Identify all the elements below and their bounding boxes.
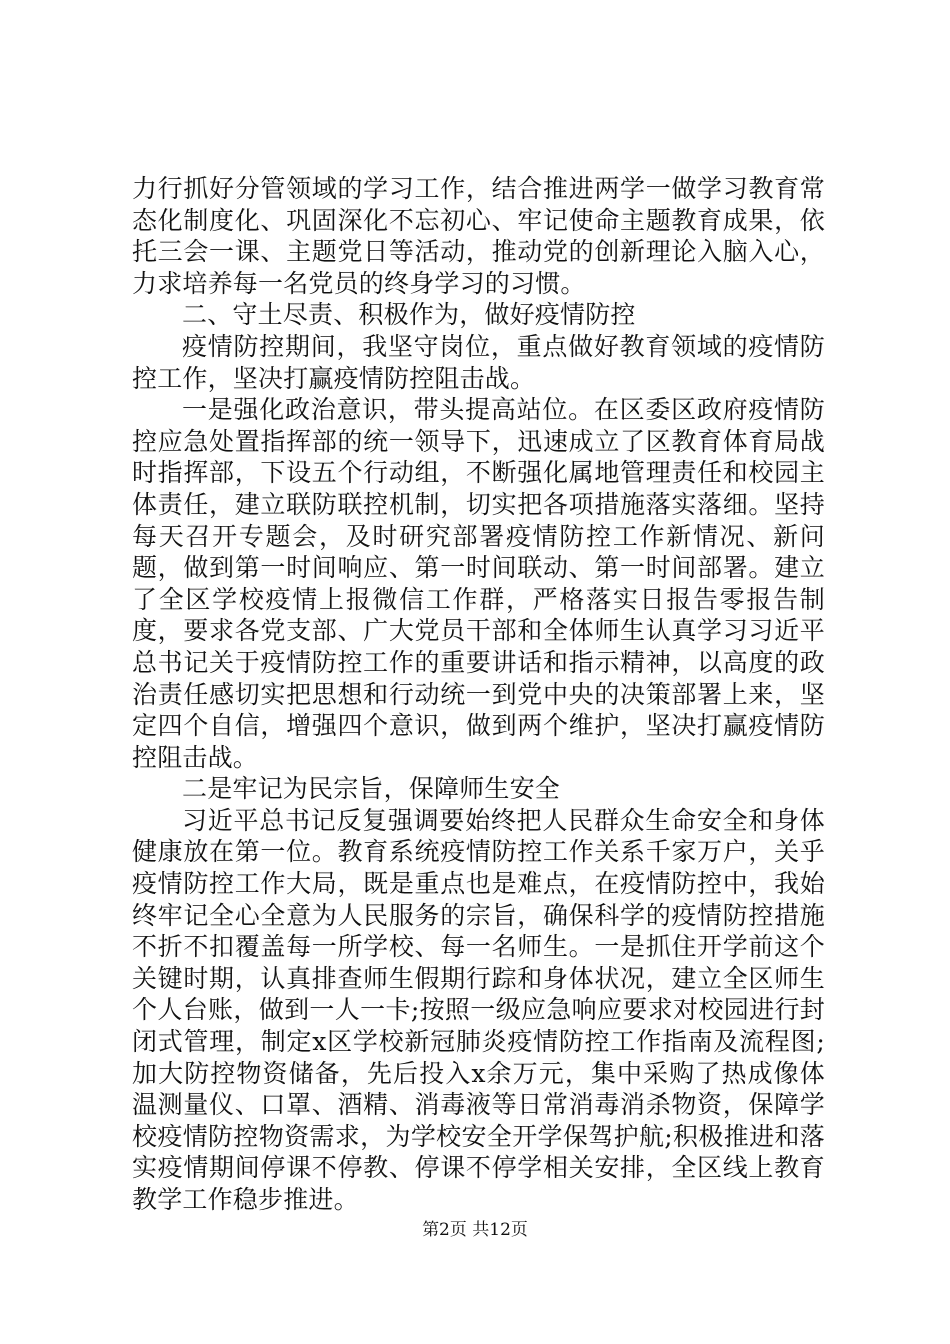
page-number-footer: 第2页 共12页 [422,1220,528,1240]
paragraph-4: 一是强化政治意识，带头提高站位。在区委区政府疫情防控应急处置指挥部的统一领导下，迅速成立了区教育体育局战时指挥部，下设五个行动组，不断强化属地管理责任和校园主体责任，建立联防联控机制，切实把各项措施落实落细。坚持每天召开专题会，及时研究部署疫情防控工作新情况、新问题，做到第一时间响应、第一时间联动、第一时间部署。建立了全区学校疫情上报微信工作群，严格落实日报告零报告制度，要求各党支部、广大党员干部和全体师生认真学习习近平总书记关于疫情防控工作的重要讲话和指示精神，以高度的政治责任感切实把思想和行动统一到党中央的决策部署上来，坚定四个自信，增强四个意识，做到两个维护，坚决打赢疫情防控阻击战。 [132,395,825,772]
section-heading-epidemic-control: 二、守土尽责、积极作为，做好疫情防控 [182,300,636,330]
paragraph-1: 力行抓好分管领域的学习工作，结合推进两学一做学习教育常态化制度化、巩固深化不忘初心、牢记使命主题教育成果，依托三会一课、主题党日等活动，推动党的创新理论入脑入心，力求培养每一名党员的终身学习的习惯。 [132,174,825,298]
document-body [132,173,825,1216]
subheading-protect-safety: 二是牢记为民宗旨，保障师生安全 [182,774,561,804]
paragraph-3: 疫情防控期间，我坚守岗位，重点做好教育领域的疫情防控工作，坚决打赢疫情防控阻击战。 [132,331,825,393]
paragraph-6: 习近平总书记反复强调要始终把人民群众生命安全和身体健康放在第一位。教育系统疫情防控工作关系千家万户，关乎疫情防控工作大局，既是重点也是难点，在疫情防控中，我始终牢记全心全意为人民服务的宗旨，确保科学的疫情防控措施不折不扣覆盖每一所学校、每一名师生。一是抓住开学前这个关键时期，认真排查师生假期行踪和身体状况，建立全区师生个人台账，做到一人一卡;按照一级应急响应要求对校园进行封闭式管理，制定x区学校新冠肺炎疫情防控工作指南及流程图;加大防控物资储备，先后投入x余万元，集中采购了热成像体温测量仪、口罩、酒精、消毒液等日常消毒消杀物资，保障学校疫情防控物资需求，为学校安全开学保驾护航;积极推进和落实疫情期间停课不停教、停课不停学相关安排，全区线上教育教学工作稳步推进。 [132,805,825,1214]
